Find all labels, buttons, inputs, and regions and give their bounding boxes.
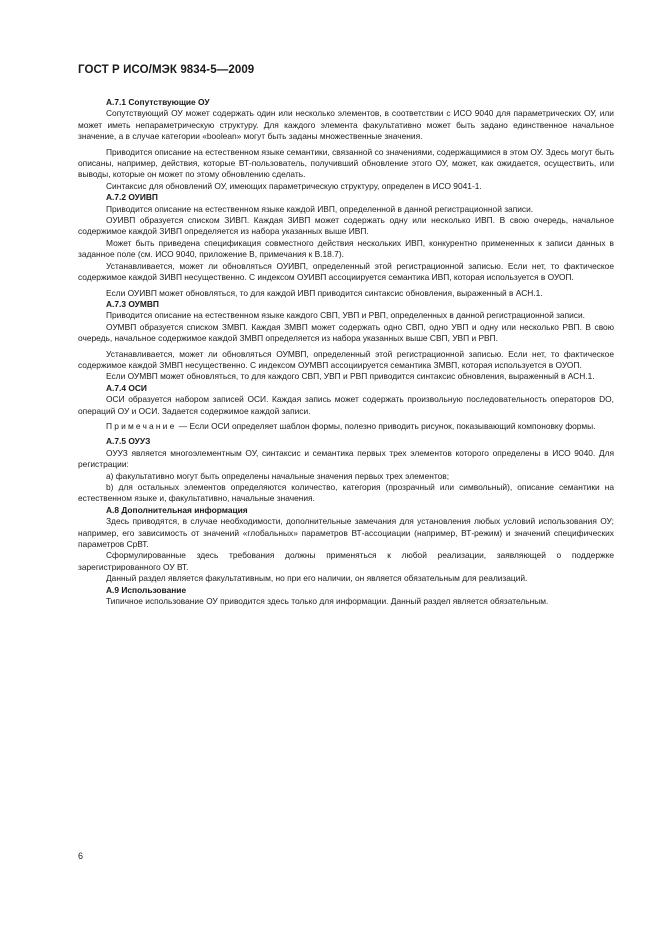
paragraph: ОУМВП образуется списком ЗМВП. Каждая ЗМВП может содержать одно СВП, одно УВП и одну или несколько РВП. В свою очередь, начальное содержимое каждой ЗМВП определяется из набора указанных выше СВП, УВП и РВП. [78, 321, 614, 344]
note-text: — Если ОСИ определяет шаблон формы, полезно приводить рисунок, показывающий компоновку формы. [176, 420, 596, 431]
section-heading: А.9 Использование [106, 584, 187, 595]
document-header: ГОСТ Р ИСО/МЭК 9834-5—2009 [78, 64, 255, 76]
paragraph: Приводится описание на естественном языке каждого СВП, УВП и РВП, определенных в данной регистрационной записи. [106, 310, 585, 321]
paragraph: Сформулированные здесь требования должны применяться к любой реализации, заявляющей о поддержке зарегистрированного ОУ ВТ. [78, 550, 614, 572]
paragraph: Может быть приведена спецификация совместного действия нескольких ИВП, конкурентно примененных к записи данных в заданное поле (см. ИСО 9040, приложение В, примечания к В.18.7). [78, 237, 614, 260]
section-heading: А.7.2 ОУИВП [106, 192, 158, 203]
list-item: b) для остальных элементов определяются количество, категория (прозрачный или символьный), описание семантики на естественном языке и, факультативно, начальные значения. [78, 482, 614, 504]
section-heading: А.7.4 ОСИ [106, 382, 147, 393]
note-label: Примечание [106, 420, 177, 431]
paragraph: Сопутствующий ОУ может содержать один или несколько элементов, в соответствии с ИСО 9040 для параметрических ОУ, или может иметь непараметрическую структуру. Для каждого элемента факультативно может быть задано единственное начальное значение, а в случае категории «boolean» могут быть заданы множественные значения. [78, 108, 614, 142]
paragraph: Здесь приводятся, в случае необходимости, дополнительные замечания для установления любых условий использования ОУ; например, его зависимость от значений «глобальных» параметров ВТ-ассоциации (например, ВТ-режим) и значений специфических параметров СрВТ. [78, 516, 614, 550]
paragraph: ОУИВП образуется списком ЗИВП. Каждая ЗИВП может содержать одну или несколько ИВП. В свою очередь, начальное содержимое каждой ЗИВП определяется из набора указанных выше ИВП. [78, 215, 614, 237]
document-body [78, 97, 614, 607]
section-heading: А.8 Дополнительная информация [106, 504, 248, 515]
section-heading: А.7.5 ОУУЗ [106, 436, 151, 447]
section-heading: А.7.3 ОУМВП [106, 298, 159, 309]
list-item: а) факультативно могут быть определены начальные значения первых трех элементов; [106, 470, 450, 481]
section-heading: А.7.1 Сопутствующие ОУ [106, 97, 210, 107]
paragraph: Если ОУИВП может обновляться, то для каждой ИВП приводится синтаксис обновления, выраженный в АСН.1. [106, 287, 543, 298]
paragraph: Если ОУМВП может обновляться, то для каждого СВП, УВП и РВП приводится синтаксис обновления, выраженный в АСН.1. [106, 371, 595, 382]
paragraph: ОСИ образуется набором записей ОСИ. Каждая запись может содержать произвольную последовательность операторов DO, операций ОУ и ОСИ. Задается содержимое каждой записи. [78, 394, 614, 416]
paragraph: Типичное использование ОУ приводится здесь только для информации. Данный раздел является обязательным. [106, 596, 549, 607]
page-number: 6 [78, 851, 84, 861]
paragraph: Приводится описание на естественном языке каждой ИВП, определенной в данной регистрационной записи. [106, 203, 534, 214]
paragraph: ОУУЗ является многоэлементным ОУ, синтаксис и семантика первых трех элементов которого определены в ИСО 9040. Для регистрации: [78, 447, 614, 470]
paragraph: Синтаксис для обновлений ОУ, имеющих параметрическую структуру, определен в ИСО 9041-1. [106, 180, 482, 191]
note-paragraph [78, 421, 614, 432]
paragraph: Устанавливается, может ли обновляться ОУИВП, определенный этой регистрационной записью. Если нет, то фактическое содержимое каждой ЗИВП несущественно. С индексом ОУИВП ассоциируется семантика ИВП, которая используется в ОУОП. [78, 260, 614, 283]
paragraph: Данный раздел является факультативным, но при его наличии, он является обязательным для реализаций. [106, 573, 528, 584]
paragraph: Устанавливается, может ли обновляться ОУМВП, определенный этой регистрационной записью. Если нет, то фактическое содержимое каждой ЗМВП несущественно. С индексом ОУМВП ассоциируется семантика ЗМВП, которая используется в ОУОП. [78, 348, 614, 370]
paragraph: Приводится описание на естественном языке семантики, связанной со значениями, содержащимися в этом ОУ. Здесь могут быть описаны, например, действия, которые ВТ-пользователь, получивший обновление этого ОУ, может, как ожидается, осуществить, или выводы, которые он может по этому обновлению сделать. [78, 146, 614, 180]
